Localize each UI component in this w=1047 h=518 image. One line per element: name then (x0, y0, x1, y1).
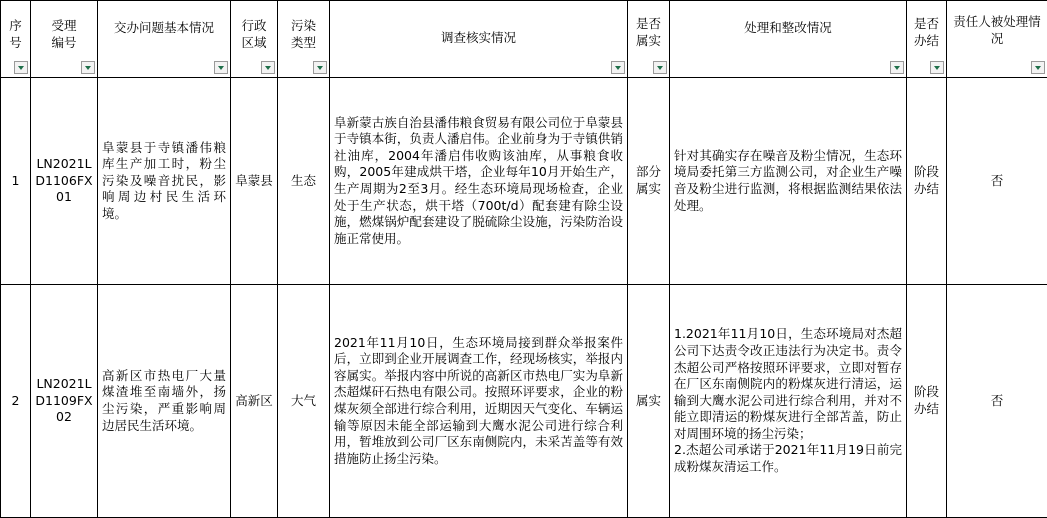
header-verified (628, 1, 670, 78)
cell-verified (628, 78, 670, 285)
header-label: 交办问题基本情况 (98, 5, 230, 36)
cell-ptype: 生态 (278, 78, 330, 285)
acceptance-number: LN2021LD1109FX02 (33, 376, 95, 426)
header-investigation (330, 1, 628, 78)
header-label: 行政区域 (239, 5, 269, 51)
filter-dropdown-icon[interactable] (14, 61, 28, 74)
cell-investigation: 阜新蒙古族自治县潘伟粮食贸易有限公司位于阜蒙县于寺镇本街，负责人潘启伟。企业前身为于寺镇供销社油库，2004年潘启伟收购该油库，从事粮食收购，2005年建成烘干塔，企业每年10月开始生产，生产周期为2至3月。经生态环境局现场检查，企业处于生产状态，烘干塔（700t/d）配套建有除尘设施，燃煤锅炉配套建设了脱硫除尘设施，污染防治设施正常使用。 (330, 78, 628, 285)
cell-region: 阜蒙县 (231, 78, 278, 285)
cell-handling: 1.2021年11月10日，生态环境局对杰超公司下达责令改正违法行为决定书。责令杰超公司严格按照环评要求，立即对暂存在厂区东南侧院内的粉煤灰进行清运，运输到大鹰水泥公司进行综合利用，并对不能立即清运的粉煤灰进行全部苫盖，防止对周围环境的扬尘污染； 2.杰超公司承诺于2021年11月19日前完成粉煤灰清运工作。 (670, 285, 907, 518)
cell-region: 高新区 (231, 285, 278, 518)
verified-value: 部分属实 (635, 164, 663, 197)
header-row (1, 1, 1047, 78)
header-region (231, 1, 278, 78)
header-label: 责任人被处理情况 (947, 5, 1047, 47)
cell-acc (31, 78, 98, 285)
header-seq (1, 1, 31, 78)
filter-dropdown-icon[interactable] (261, 61, 275, 74)
cell-seq: 1 (1, 78, 31, 285)
cell-accountable: 否 (947, 285, 1047, 518)
filter-dropdown-icon[interactable] (653, 61, 667, 74)
cell-closed (907, 78, 947, 285)
acceptance-number: LN2021LD1106FX01 (33, 156, 95, 206)
cell-issue: 高新区市热电厂大量煤渣堆至南墙外，扬尘污染，严重影响周边居民生活环境。 (98, 285, 231, 518)
header-label: 调查核实情况 (330, 5, 627, 46)
filter-dropdown-icon[interactable] (214, 61, 228, 74)
filter-dropdown-icon[interactable] (930, 61, 944, 74)
cell-ptype: 大气 (278, 285, 330, 518)
filter-dropdown-icon[interactable] (1031, 61, 1045, 74)
closed-value: 阶段办结 (913, 384, 941, 417)
header-label: 受理编号 (49, 5, 79, 51)
header-ptype (278, 1, 330, 78)
header-label: 序号 (9, 5, 23, 51)
cell-accountable: 否 (947, 78, 1047, 285)
cell-verified: 属实 (628, 285, 670, 518)
header-label: 污染类型 (289, 5, 319, 51)
table-row (1, 285, 1047, 518)
closed-value: 阶段办结 (913, 164, 941, 197)
header-label: 是否属实 (634, 5, 664, 49)
cell-seq: 2 (1, 285, 31, 518)
header-handling (670, 1, 907, 78)
header-closed (907, 1, 947, 78)
filter-dropdown-icon[interactable] (313, 61, 327, 74)
cell-issue: 阜蒙县于寺镇潘伟粮库生产加工时，粉尘污染及噪音扰民，影响周边村民生活环境。 (98, 78, 231, 285)
header-label: 处理和整改情况 (670, 5, 906, 36)
cell-handling: 针对其确实存在噪音及粉尘情况，生态环境局委托第三方监测公司，对企业生产噪音及粉尘进行监测，将根据监测结果依法处理。 (670, 78, 907, 285)
header-issue (98, 1, 231, 78)
filter-dropdown-icon[interactable] (81, 61, 95, 74)
header-acc (31, 1, 98, 78)
cell-closed (907, 285, 947, 518)
header-accountable (947, 1, 1047, 78)
filter-dropdown-icon[interactable] (890, 61, 904, 74)
cell-investigation: 2021年11月10日，生态环境局接到群众举报案件后，立即到企业开展调查工作，经现场核实，举报内容属实。举报内容中所说的高新区市热电厂实为阜新杰超煤矸石热电有限公司。按照环评要求，企业的粉煤灰须全部进行综合利用，近期因天气变化、车辆运输等原因未能全部运输到大鹰水泥公司进行综合利用，暂堆放到公司厂区东南侧院内，未采苫盖等有效措施防止扬尘污染。 (330, 285, 628, 518)
table-row (1, 78, 1047, 285)
cell-acc (31, 285, 98, 518)
header-label: 是否办结 (912, 5, 942, 49)
filter-dropdown-icon[interactable] (611, 61, 625, 74)
